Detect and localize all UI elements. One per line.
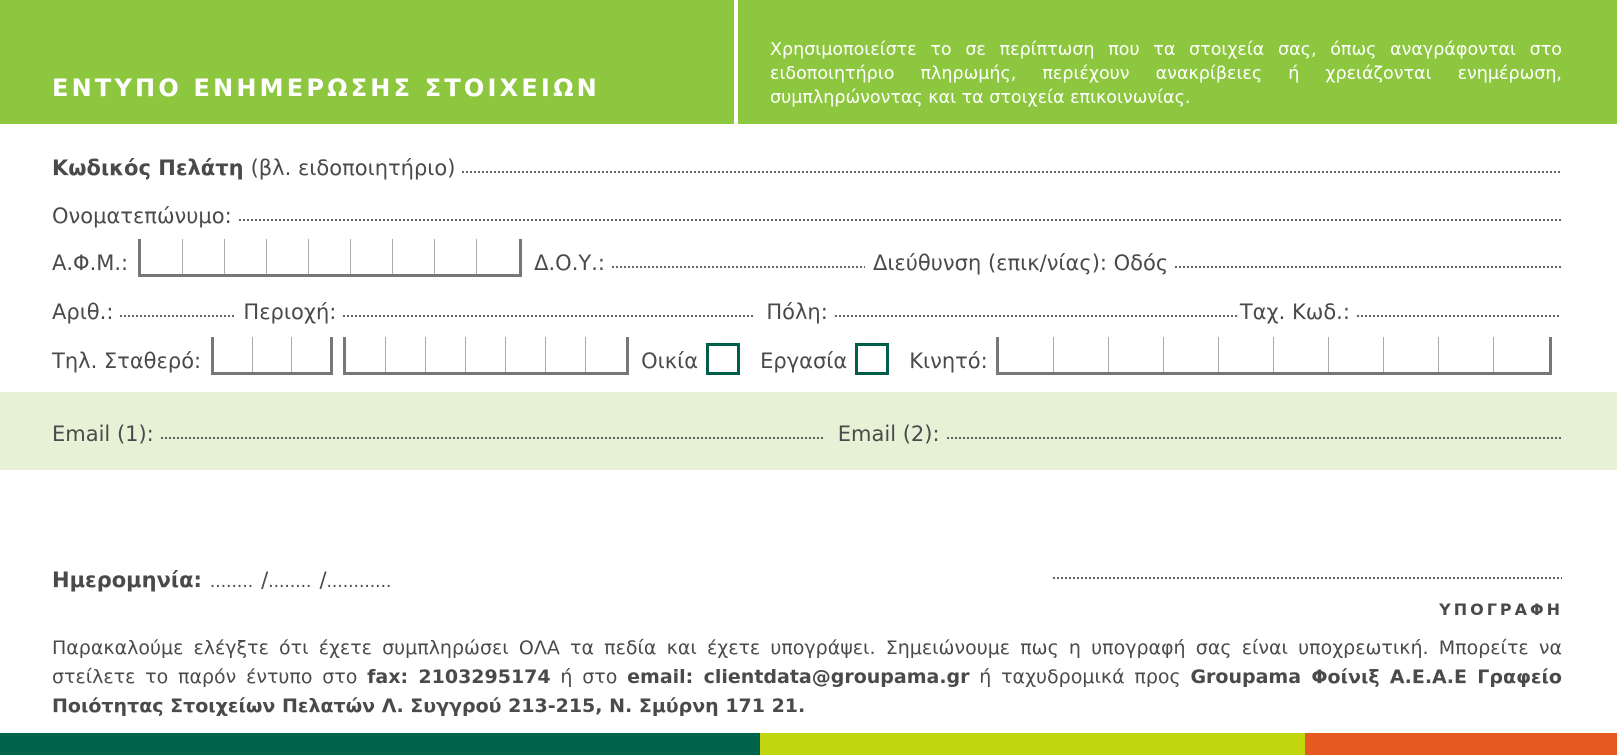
email2-field[interactable] <box>946 435 1562 441</box>
postal-address: Groupama Φοίνιξ Α.Ε.Α.Ε Γραφείο Ποιότητας Στοιχείων Πελατών Λ. Συγγρού 213-215, Ν. Σμύρνη 171 21. <box>52 666 1562 717</box>
email1-label: Email (1): <box>52 422 154 446</box>
footer-bar-orange <box>1305 733 1617 755</box>
header-instructions: Χρησιμοποιείστε το σε περίπτωση που τα στοιχεία σας, όπως αναγράφονται στο ειδοποιητήριο πληρωμής, περιέχουν ανακρίβειες ή χρειάζονται ενημέρωση, συμπληρώνοντας και τα στοιχεία επικοινωνίας. <box>770 40 1562 108</box>
form-header <box>0 0 1617 124</box>
doy-label: Δ.Ο.Υ.: <box>534 251 605 275</box>
landline-number-boxes[interactable] <box>343 337 629 375</box>
postal-label: Ταχ. Κωδ.: <box>1239 300 1350 324</box>
customer-code-row <box>52 150 1562 180</box>
work-checkbox[interactable] <box>855 343 889 375</box>
date-day-field[interactable]: ........ <box>209 572 254 592</box>
city-label: Πόλη: <box>766 300 828 324</box>
customer-code-field[interactable] <box>461 169 1560 175</box>
full-name-row <box>52 198 1564 228</box>
mobile-boxes[interactable] <box>996 337 1552 375</box>
form-title: ΕΝΤΥΠΟ ΕΝΗΜΕΡΩΣΗΣ ΣΤΟΙΧΕΙΩΝ <box>52 74 600 102</box>
number-label: Αριθ.: <box>52 300 114 324</box>
fax-number: fax: 2103295174 <box>367 666 551 688</box>
date-row <box>52 562 652 592</box>
area-field[interactable] <box>342 313 754 319</box>
date-month-field[interactable]: ........ <box>268 572 312 592</box>
date-separator: / <box>319 568 327 592</box>
phone-row <box>52 343 1564 373</box>
work-label: Εργασία <box>760 349 848 373</box>
landline-area-code-boxes[interactable] <box>211 337 333 375</box>
full-name-label: Ονοματεπώνυμο: <box>52 204 232 228</box>
customer-code-hint: (βλ. ειδοποιητήριο) <box>250 156 456 180</box>
header-divider <box>734 0 738 124</box>
home-checkbox[interactable] <box>706 343 740 375</box>
afm-label: Α.Φ.Μ.: <box>52 251 129 275</box>
footer-instructions <box>52 634 1562 721</box>
signature-label: ΥΠΟΓΡΑΦΗ <box>1439 600 1563 619</box>
footer-text: ή στο <box>550 666 628 688</box>
mobile-label: Κινητό: <box>909 349 988 373</box>
date-separator: / <box>261 568 269 592</box>
email-row <box>52 416 1564 446</box>
email2-label: Email (2): <box>837 422 940 446</box>
home-label: Οικία <box>641 349 699 373</box>
footer-bar-lime <box>760 733 1305 755</box>
afm-boxes[interactable] <box>138 239 522 277</box>
location-row <box>52 294 1562 324</box>
contact-email: email: clientdata@groupama.gr <box>627 666 970 688</box>
full-name-field[interactable] <box>238 217 1562 223</box>
footer-bar-green <box>0 733 760 755</box>
city-field[interactable] <box>834 313 1238 319</box>
customer-code-label: Κωδικός Πελάτη <box>52 156 244 180</box>
tax-address-row <box>52 245 1564 275</box>
landline-label: Τηλ. Σταθερό: <box>52 349 202 373</box>
signature-field[interactable] <box>1052 574 1562 582</box>
date-year-field[interactable]: ............ <box>326 572 392 592</box>
footer-text: ή ταχυδρομικά προς <box>969 666 1191 688</box>
address-label: Διεύθυνση (επικ/νίας): Οδός <box>872 251 1169 275</box>
address-field[interactable] <box>1174 264 1562 270</box>
number-field[interactable] <box>119 313 235 319</box>
date-label: Ημερομηνία: <box>52 568 202 592</box>
footer-text: Παρακαλούμε ελέγξτε ότι έχετε συμπληρώσει ΟΛΑ τα πεδία και έχετε υπογράψει. Σημειώνουμε πως η υπογραφή σας είναι υποχρεωτική. Μπορείτε να στείλετε το παρόν έντυπο στο <box>52 637 1562 688</box>
area-label: Περιοχή: <box>243 300 337 324</box>
email1-field[interactable] <box>160 435 824 441</box>
postal-field[interactable] <box>1356 313 1560 319</box>
doy-field[interactable] <box>611 264 865 270</box>
